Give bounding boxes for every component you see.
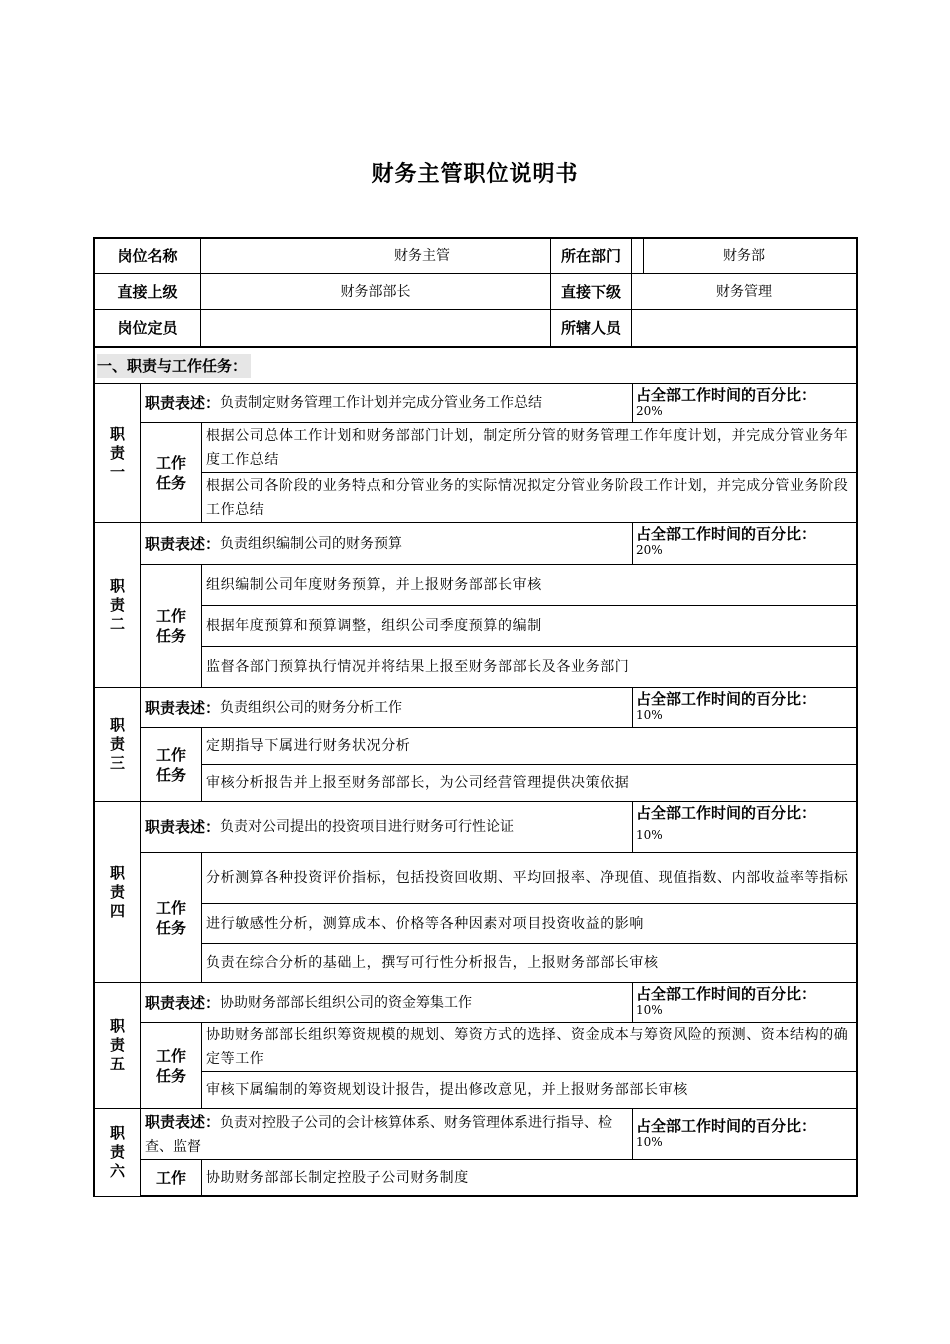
duty-1-description: 职责表述： 负责制定财务管理工作计划并完成分管业务工作总结: [140, 383, 633, 423]
headcount-value: [200, 309, 551, 347]
position-name-label: 岗位名称: [93, 237, 201, 274]
duty-5-percent: 占全部工作时间的百分比： 10%: [632, 982, 858, 1023]
duty-4-task-3: 负责在综合分析的基础上，撰写可行性分析报告，上报财务部部长审核: [201, 943, 858, 983]
duty-3-task-1: 定期指导下属进行财务状况分析: [201, 727, 858, 765]
duty-3-task-label: 工作任务: [140, 727, 202, 802]
duty-5-task-1: 协助财务部部长组织筹资规模的规划、筹资方式的选择、资金成本与筹资风险的预测、资本结构的确定等工作: [201, 1022, 858, 1072]
duty-4-label: 职责四: [93, 801, 141, 983]
duty-2-description: 职责表述： 负责组织编制公司的财务预算: [140, 522, 633, 565]
superior-label: 直接上级: [93, 273, 201, 310]
duty-3-percent: 占全部工作时间的百分比： 10%: [632, 687, 858, 728]
duty-4-task-2: 进行敏感性分析，测算成本、价格等各种因素对项目投资收益的影响: [201, 903, 858, 944]
duty-4-task-1: 分析测算各种投资评价指标，包括投资回收期、平均回报率、净现值、现值指数、内部收益率等指标: [201, 852, 858, 904]
duty-5-label: 职责五: [93, 982, 141, 1109]
subordinate-label: 直接下级: [550, 273, 632, 310]
superior-value: 财务部部长: [200, 273, 551, 310]
duty-3-description: 职责表述： 负责组织公司的财务分析工作: [140, 687, 633, 728]
department-value: 财务部: [631, 237, 858, 274]
staff-label: 所辖人员: [550, 309, 632, 347]
duty-1-task-2: 根据公司各阶段的业务特点和分管业务的实际情况拟定分管业务阶段工作计划，并完成分管业务阶段工作总结: [201, 472, 858, 523]
duty-2-task-1: 组织编制公司年度财务预算，并上报财务部部长审核: [201, 564, 858, 606]
duty-4-task-label: 工作任务: [140, 852, 202, 983]
headcount-label: 岗位定员: [93, 309, 201, 347]
duty-6-task-label: 工作: [140, 1159, 202, 1197]
duty-5-task-2: 审核下属编制的筹资规划设计报告，提出修改意见，并上报财务部部长审核: [201, 1071, 858, 1109]
duty-4-percent: 占全部工作时间的百分比： 10%: [632, 801, 858, 853]
duty-5-task-label: 工作任务: [140, 1022, 202, 1109]
duty-4-description: 职责表述： 负责对公司提出的投资项目进行财务可行性论证: [140, 801, 633, 853]
duty-1-label: 职责一: [93, 383, 141, 523]
section-title: 一、职责与工作任务：: [97, 354, 251, 378]
duty-3-task-2: 审核分析报告并上报至财务部部长，为公司经营管理提供决策依据: [201, 764, 858, 802]
section-header: [93, 346, 858, 384]
duty-6-task-1: 协助财务部部长制定控股子公司财务制度: [201, 1159, 858, 1197]
duty-2-percent: 占全部工作时间的百分比： 20%: [632, 522, 858, 565]
duty-6-description: 职责表述：负责对控股子公司的会计核算体系、财务管理体系进行指导、检查、监督: [140, 1108, 633, 1160]
duty-1-task-1: 根据公司总体工作计划和财务部部门计划，制定所分管的财务管理工作年度计划，并完成分管业务年度工作总结: [201, 422, 858, 473]
duty-3-label: 职责三: [93, 687, 141, 802]
duty-1-percent: 占全部工作时间的百分比： 20%: [632, 383, 858, 423]
duty-2-task-label: 工作任务: [140, 564, 202, 688]
staff-value: [631, 309, 858, 347]
duty-1-task-label: 工作任务: [140, 422, 202, 523]
position-name-value: 财务主管: [200, 237, 644, 274]
duty-6-label: 职责六: [93, 1108, 141, 1197]
department-label: 所在部门: [550, 237, 632, 274]
duty-2-task-2: 根据年度预算和预算调整，组织公司季度预算的编制: [201, 605, 858, 647]
subordinate-value: 财务管理: [631, 273, 858, 310]
duty-5-description: 职责表述： 协助财务部部长组织公司的资金筹集工作: [140, 982, 633, 1023]
duty-2-task-3: 监督各部门预算执行情况并将结果上报至财务部部长及各业务部门: [201, 646, 858, 688]
duty-6-percent: 占全部工作时间的百分比： 10%: [632, 1108, 858, 1160]
page-title: 财务主管职位说明书: [371, 162, 579, 187]
duty-2-label: 职责二: [93, 522, 141, 688]
